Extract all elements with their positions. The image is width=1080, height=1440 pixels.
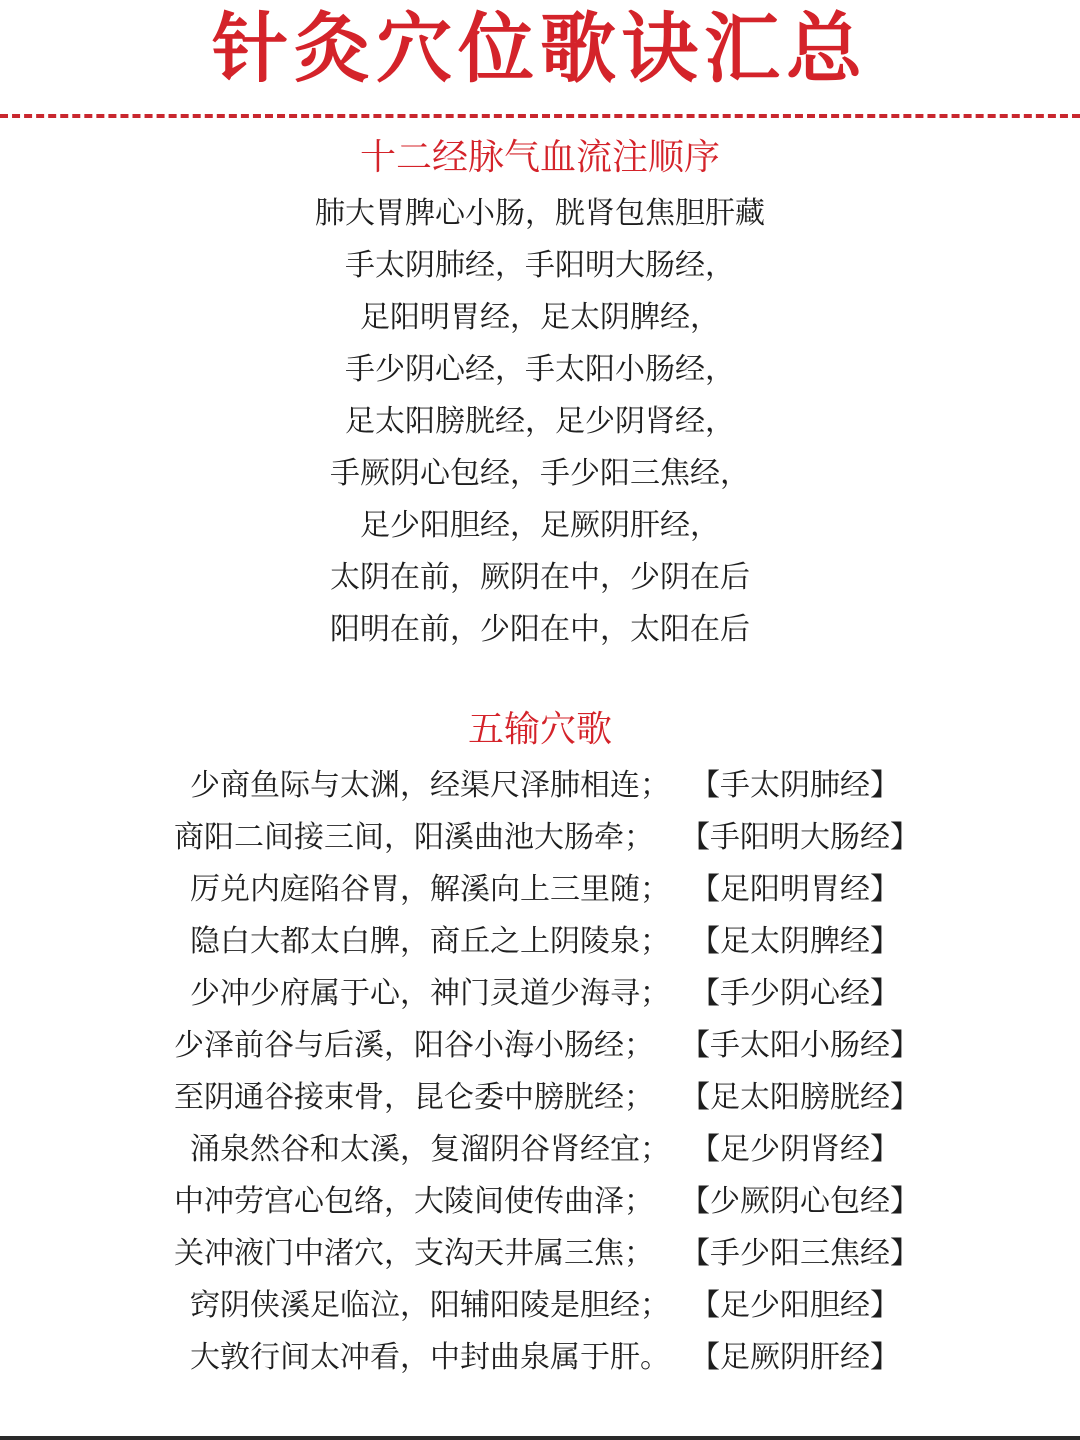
meridian-tag: 【足阳明胃经】 bbox=[690, 872, 900, 907]
song-line: 商阳二间接三间，阳溪曲池大肠牵； bbox=[174, 820, 654, 855]
verse-line: 阳明在前，少阳在中，太阳在后 bbox=[330, 612, 750, 647]
meridian-tag: 【手太阴肺经】 bbox=[690, 768, 900, 803]
song-row bbox=[0, 1332, 1080, 1384]
song-line: 少冲少府属于心，神门灵道少海寻； bbox=[190, 976, 670, 1011]
meridian-tag: 【手太阳小肠经】 bbox=[680, 1028, 920, 1063]
dashed-divider bbox=[0, 114, 1080, 118]
five-shu-song-list bbox=[0, 760, 1080, 1384]
verse-line: 手厥阴心包经，手少阳三焦经， bbox=[330, 456, 750, 491]
section-title-meridian-order: 十二经脉气血流注顺序 bbox=[359, 137, 720, 178]
song-line: 隐白大都太白脾，商丘之上阴陵泉； bbox=[190, 924, 670, 959]
song-row bbox=[0, 1280, 1080, 1332]
song-row bbox=[0, 1072, 1080, 1124]
meridian-tag: 【少厥阴心包经】 bbox=[680, 1184, 920, 1219]
meridian-tag: 【足少阴肾经】 bbox=[690, 1132, 900, 1167]
section-title-five-shu-song: 五输穴歌 bbox=[467, 709, 612, 750]
meridian-tag: 【足太阳膀胱经】 bbox=[680, 1080, 920, 1115]
verse-line: 太阴在前，厥阴在中，少阴在后 bbox=[330, 560, 750, 595]
meridian-tag: 【足太阴脾经】 bbox=[690, 924, 900, 959]
song-line: 中冲劳宫心包络，大陵间使传曲泽； bbox=[174, 1184, 654, 1219]
meridian-order-verse bbox=[0, 188, 1080, 656]
song-row bbox=[0, 1124, 1080, 1176]
verse-line: 足太阳膀胱经，足少阴肾经， bbox=[345, 404, 735, 439]
song-row bbox=[0, 812, 1080, 864]
verse-line: 足少阳胆经，足厥阴肝经， bbox=[360, 508, 720, 543]
meridian-tag: 【手少阴心经】 bbox=[690, 976, 900, 1011]
song-line: 大敦行间太冲看，中封曲泉属于肝。 bbox=[190, 1340, 670, 1375]
song-line: 少商鱼际与太渊，经渠尺泽肺相连； bbox=[190, 768, 670, 803]
song-line: 关冲液门中渚穴，支沟天井属三焦； bbox=[174, 1236, 654, 1271]
verse-line: 足阳明胃经，足太阴脾经， bbox=[360, 300, 720, 335]
song-line: 厉兑内庭陷谷胃，解溪向上三里随； bbox=[190, 872, 670, 907]
song-row bbox=[0, 968, 1080, 1020]
song-row bbox=[0, 1020, 1080, 1072]
song-row bbox=[0, 916, 1080, 968]
verse-line: 肺大胃脾心小肠，胱肾包焦胆肝藏 bbox=[315, 196, 765, 231]
meridian-tag: 【手阳明大肠经】 bbox=[680, 820, 920, 855]
song-row bbox=[0, 760, 1080, 812]
song-row bbox=[0, 1228, 1080, 1280]
meridian-tag: 【足厥阴肝经】 bbox=[690, 1340, 900, 1375]
verse-line: 手少阴心经，手太阳小肠经， bbox=[345, 352, 735, 387]
song-line: 至阴通谷接束骨，昆仑委中膀胱经； bbox=[174, 1080, 654, 1115]
page-title: 针灸穴位歌诀汇总 bbox=[212, 4, 868, 93]
bottom-border bbox=[0, 1436, 1080, 1440]
song-row bbox=[0, 1176, 1080, 1228]
song-line: 涌泉然谷和太溪，复溜阴谷肾经宜； bbox=[190, 1132, 670, 1167]
song-row bbox=[0, 864, 1080, 916]
meridian-tag: 【手少阳三焦经】 bbox=[680, 1236, 920, 1271]
meridian-tag: 【足少阳胆经】 bbox=[690, 1288, 900, 1323]
song-line: 窍阴侠溪足临泣，阳辅阳陵是胆经； bbox=[190, 1288, 670, 1323]
song-line: 少泽前谷与后溪，阳谷小海小肠经； bbox=[174, 1028, 654, 1063]
verse-line: 手太阴肺经，手阳明大肠经， bbox=[345, 248, 735, 283]
